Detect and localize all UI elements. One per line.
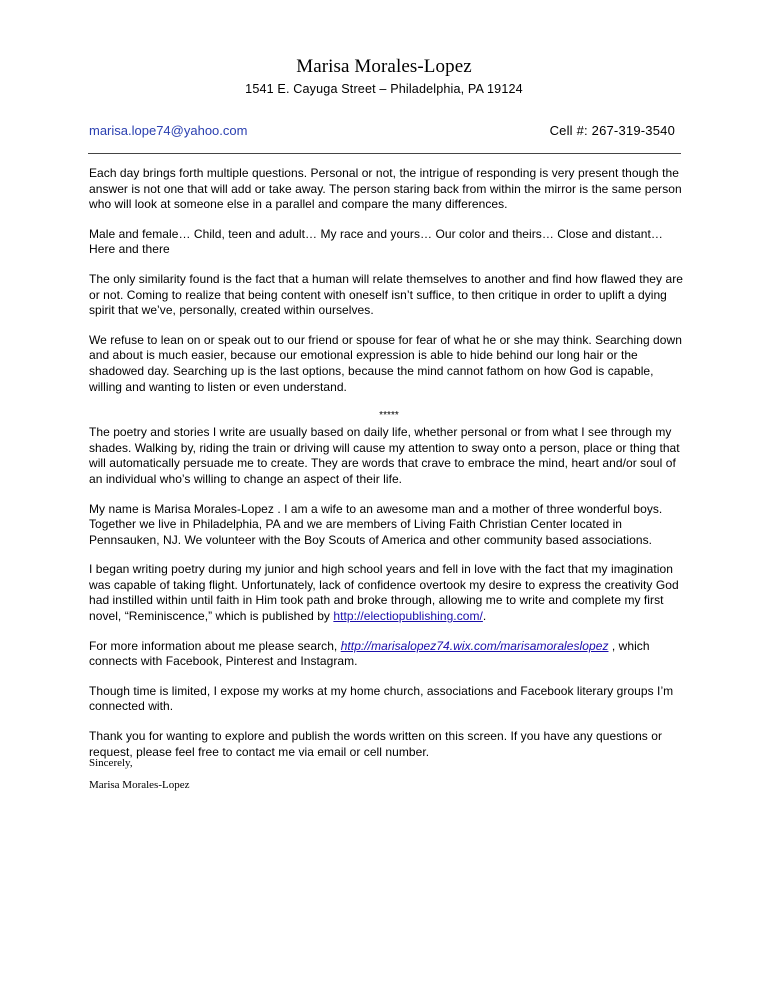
street-address: 1541 E. Cayuga Street – Philadelphia, PA 19124 [245,82,523,96]
paragraph-2: Male and female… Child, teen and adult… My race and yours… Our color and theirs… Close and distant… Here and there [89,226,663,257]
header-divider [88,153,681,154]
cell-number: Cell #: 267-319-3540 [549,123,675,138]
paragraph-3: The only similarity found is the fact that a human will relate themselves to another and find how flawed they are or not. Coming to realize that being content with oneself isn’t suffice, to then critique in order to uplift a dying spirit that we’ve, personally, created within ourselves. [89,271,683,318]
email-link[interactable]: marisa.lope74@yahoo.com [89,123,248,138]
paragraph-8-end: , which connects with Facebook, Pinterest and Instagram. [89,638,650,669]
paragraph-10: Thank you for wanting to explore and publish the words written on this screen. If you have any questions or request, please feel free to contact me via email or cell number. [89,729,663,759]
paragraph-8-text: For more information about me please search, [89,638,341,653]
closing-signature: Marisa Morales-Lopez [89,779,190,791]
publisher-link[interactable]: http://electiopublishing.com/ [333,609,483,624]
paragraph-6: My name is Marisa Morales-Lopez . I am a wife to an awesome man and a mother of three wonderful boys. Together we live in Philadelphia, PA and we are members of Living Faith Christian Center located in Pennsauken, NJ. We volunteer with the Boy Scouts of America and other community based associations. [89,501,663,547]
paragraph-5: The poetry and stories I write are usually based on daily life, whether personal or from what I see through my shades. Walking by, riding the train or driving will cause my attention to sway onto a person, place or thing that will automatically persuade me to create. They are words that crave to embrace the mind, heart and/or soul of an individual who’s willing to change an aspect of their life. [89,425,680,486]
paragraph-7-end: . [482,609,487,624]
paragraph-8 [89,639,689,670]
paragraph-1: Each day brings forth multiple questions. Personal or not, the intrigue of responding is very present though the answer is not one that will add or take away. The person staring back from within the mirror is the same person who will look at someone else in a parallel and compare the many differences. [89,166,682,212]
paragraph-7 [89,562,689,624]
closing-salutation: Sincerely, [89,757,133,769]
website-link[interactable]: http://marisalopez74.wix.com/marisamoraleslopez [340,638,609,653]
paragraph-9: Though time is limited, I expose my works at my home church, associations and Facebook literary groups I’m connected with. [89,683,674,714]
author-name: Marisa Morales-Lopez [296,56,472,77]
letter-body [89,166,689,774]
paragraph-7-text: I began writing poetry during my junior and high school years and fell in love with the fact that my imagination was capable of taking flight. Unfortunately, lack of confidence overtook my desire to express the creativity God had instilled within until faith in Him took path and broke through, allowing me to write and complete my first novel, “Reminiscence,” which is published by [89,562,679,624]
paragraph-4: We refuse to lean on or speak out to our friend or spouse for fear of what he or she may think. Searching down and about is much easier, because our emotional expression is able to hide behind our long hair or the shadowed day. Searching up is the last options, because the mind cannot fathom on how God is capable, willing and wanting to listen or even understand. [89,332,682,394]
section-separator: ***** [379,410,399,422]
